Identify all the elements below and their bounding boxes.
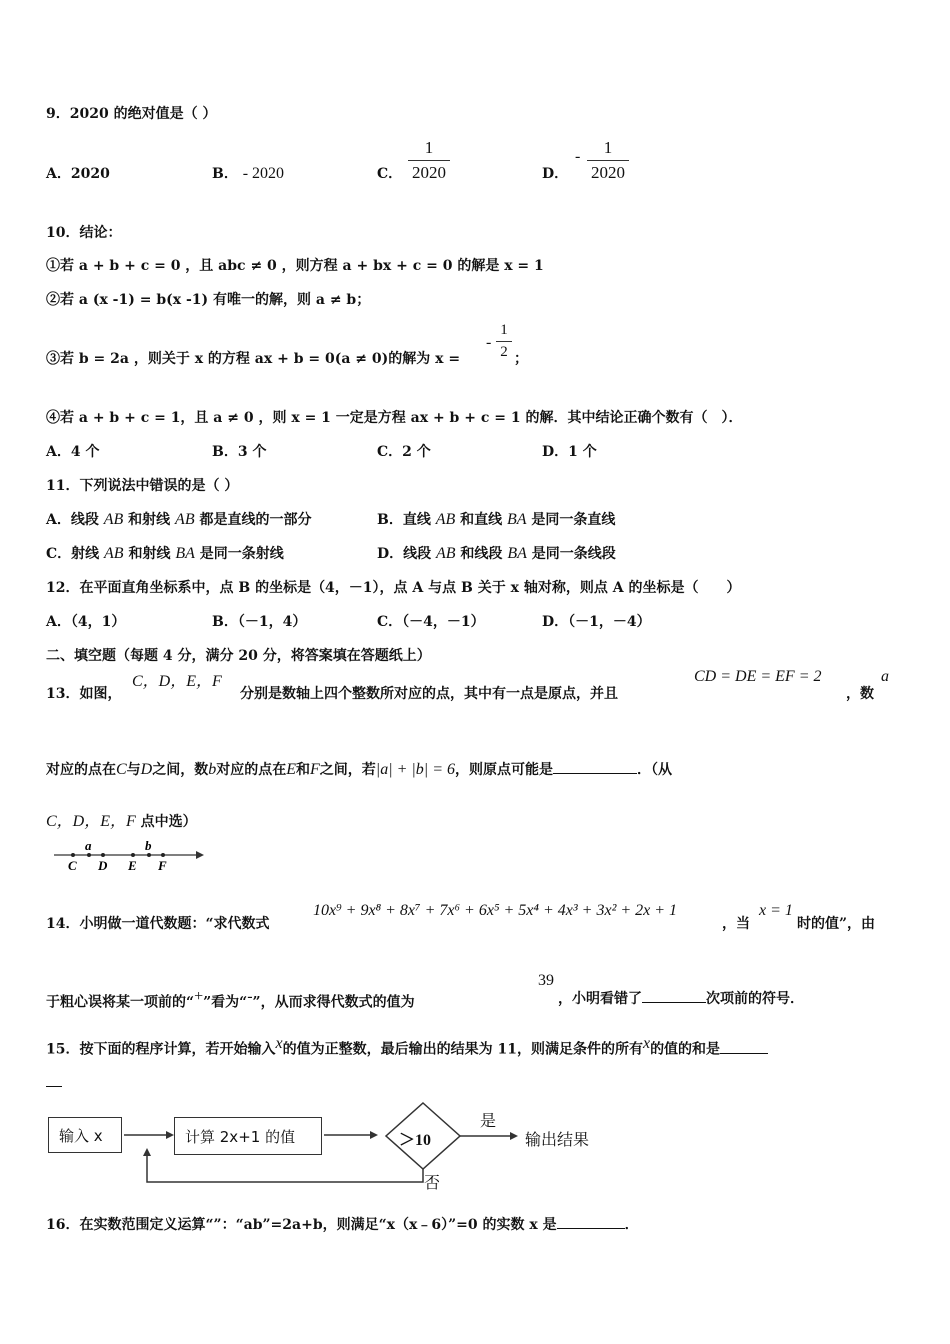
- q9-option-a: A．2020: [46, 166, 110, 182]
- q9-option-d-label: D．: [542, 166, 569, 182]
- q11-option-d: D．线段 AB 和线段 BA 是同一条线段: [377, 545, 616, 562]
- q12-option-d: D．（－1，－4）: [542, 614, 651, 630]
- flow-no-label: 否: [424, 1173, 441, 1192]
- point-f: [161, 853, 165, 857]
- q10-option-d: D．1 个: [542, 444, 597, 460]
- q11-option-c: C．射线 AB 和射线 BA 是同一条射线: [46, 545, 284, 562]
- q12-option-b: B．（－1，4）: [212, 614, 307, 630]
- q13-line-2: 对应的点在C与D之间，数b对应的点在E和F之间，若|a| + |b| = 6，则原点可能是 ．（从: [46, 761, 672, 778]
- arrowhead-2: [370, 1131, 378, 1139]
- number-line-arrow: [196, 851, 204, 859]
- q13-line-3: C，D，E，F 点中选）: [46, 813, 197, 830]
- q9-stem: 9．2020 的绝对值是（ ）: [46, 106, 217, 122]
- q13-line-1-end: ，数: [846, 686, 874, 702]
- arrow-no-loop: [147, 1154, 423, 1182]
- q13-number-line: [50, 836, 210, 876]
- label-e: E: [128, 858, 137, 873]
- q14-line-1: 14．小明做一道代数题：“求代数式: [46, 916, 270, 932]
- q16-line: 16．在实数范围定义运算“”：“ab”=2a+b，则满足“x（x﹣6）”=0 的实数 x 是 ．: [46, 1214, 639, 1234]
- q14-line-2: 于粗心误将某一项前的“+”看为“-”，从而求得代数式的值为: [46, 988, 415, 1011]
- q10-option-b: B．3 个: [212, 444, 267, 460]
- q11-option-b: B．直线 AB 和直线 BA 是同一条直线: [377, 511, 616, 528]
- q10-conclusion-4: ④若 a + b + c = 1，且 a ≠ 0 ，则 x = 1 一定是方程 ax + b + c = 1 的解．其中结论正确个数有（ ）．: [46, 410, 743, 426]
- q12-option-a: A．（4，1）: [46, 614, 126, 630]
- q10-option-a: A．4 个: [46, 444, 100, 460]
- q15-line-2: [46, 1072, 62, 1091]
- label-a: a: [85, 838, 92, 853]
- q13-var-a: a: [881, 668, 889, 685]
- section-title: 二、填空题（每题 4 分，满分 20 分，将答案填在答题纸上）: [46, 648, 431, 664]
- q15-line-1: 15．按下面的程序计算，若开始输入$^x$的值为正整数，最后输出的结果为 11，则满足条件的所有$^x$的值的和是: [46, 1035, 768, 1059]
- arrowhead-3: [510, 1132, 518, 1140]
- label-c: C: [68, 858, 77, 873]
- q13-equation: CD = DE = EF = 2: [694, 668, 822, 685]
- q14-line-2-end: ，小明看错了 次项前的符号．: [558, 988, 804, 1008]
- q12-option-c: C．（－4，－1）: [377, 614, 485, 630]
- q9-option-c-label: C．: [377, 166, 403, 182]
- q14-polynomial: 10x⁹ + 9x⁸ + 8x⁷ + 7x⁶ + 6x⁵ + 5x⁴ + 4x³ + 3x² + 2x + 1: [313, 902, 678, 919]
- flow-yes-label: 是: [480, 1111, 497, 1130]
- q13-points: C，D，E，F: [132, 673, 222, 690]
- label-f: F: [158, 858, 167, 873]
- arrowhead-1: [166, 1131, 174, 1139]
- q10-conclusion-3: ③若 b = 2a ，则关于 x 的方程 ax + b = 0(a ≠ 0)的解为 x =: [46, 351, 461, 367]
- q10-stem: 10．结论：: [46, 225, 122, 241]
- q11-option-a: A．线段 AB 和射线 AB 都是直线的一部分: [46, 511, 312, 528]
- q14-x-equals: x = 1: [759, 902, 793, 919]
- q10-c3-fraction: $\frac{1}{2}$: [496, 322, 512, 361]
- q9-option-b: B． - 2020: [212, 165, 285, 182]
- q13-line-1: 13．如图，: [46, 686, 122, 702]
- label-b: b: [145, 838, 152, 853]
- flow-condition: ＞10: [399, 1132, 432, 1149]
- q14-line-1-when: ，当: [722, 916, 750, 932]
- q10-conclusion-1: ①若 a + b + c = 0 ，且 abc ≠ 0 ，则方程 a + bx + c = 0 的解是 x = 1: [46, 258, 544, 274]
- q14-line-1-end: 时的值”，由: [797, 916, 876, 932]
- q10-c3-end: ；: [514, 351, 528, 367]
- q12-stem: 12．在平面直角坐标系中，点 B 的坐标是（4，－1），点 A 与点 B 关于 x 轴对称，则点 A 的坐标是（ ）: [46, 580, 741, 596]
- q9-option-c-fraction: $\frac{1}{2020}$: [408, 138, 450, 183]
- point-a: [87, 853, 91, 857]
- flow-output: 输出结果: [525, 1130, 590, 1149]
- q9-option-d-fraction: $\frac{1}{2020}$: [587, 138, 629, 183]
- point-e: [131, 853, 135, 857]
- flow-input-box: 输入 x: [48, 1117, 122, 1153]
- q14-value: 39: [538, 972, 554, 989]
- point-b: [147, 853, 151, 857]
- label-d: D: [98, 858, 108, 873]
- flow-calc-box: 计算 2x+1 的值: [174, 1117, 322, 1155]
- q13-line-1-text: 分别是数轴上四个整数所对应的点，其中有一点是原点，并且: [240, 686, 618, 702]
- q11-stem: 11．下列说法中错误的是（ ）: [46, 478, 239, 494]
- q10-option-c: C．2 个: [377, 444, 431, 460]
- point-c: [71, 853, 75, 857]
- arrowhead-4: [143, 1148, 151, 1156]
- q10-conclusion-2: ②若 a (x -1) = b(x -1) 有唯一的解，则 a ≠ b；: [46, 292, 371, 308]
- q9-option-d-sign: -: [575, 148, 581, 165]
- point-d: [101, 853, 105, 857]
- q10-c3-sign: -: [486, 334, 492, 351]
